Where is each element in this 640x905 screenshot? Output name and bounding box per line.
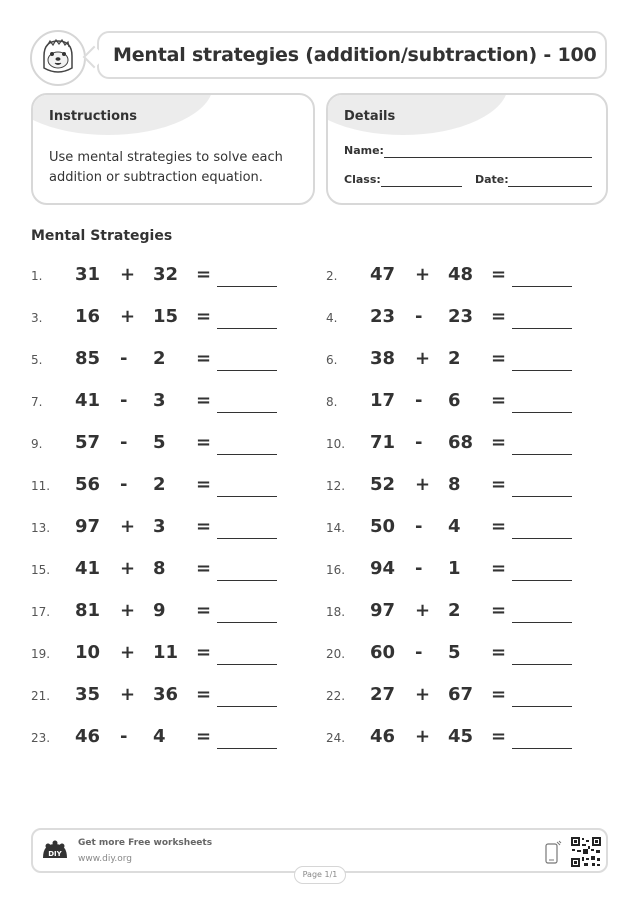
equals-sign: =	[196, 684, 212, 705]
answer-blank[interactable]	[512, 622, 572, 623]
problem-number: 10.	[326, 437, 346, 451]
operand-a: 57	[75, 432, 101, 453]
details-title: Details	[344, 109, 396, 124]
operand-a: 50	[370, 516, 396, 537]
operator: +	[415, 726, 431, 747]
problem-number: 20.	[326, 647, 346, 661]
footer-link[interactable]: www.diy.org	[78, 854, 132, 864]
answer-blank[interactable]	[512, 748, 572, 749]
problem-number: 4.	[326, 311, 338, 325]
operand-a: 17	[370, 390, 396, 411]
mascot-icon	[30, 30, 86, 86]
diy-logo-icon	[41, 840, 69, 868]
answer-blank[interactable]	[217, 328, 277, 329]
equals-sign: =	[491, 558, 507, 579]
operand-b: 9	[153, 600, 166, 621]
equals-sign: =	[491, 306, 507, 327]
answer-blank[interactable]	[217, 580, 277, 581]
problem-number: 19.	[31, 647, 51, 661]
equals-sign: =	[491, 264, 507, 285]
operand-b: 2	[153, 348, 166, 369]
operator: +	[120, 600, 136, 621]
operand-a: 85	[75, 348, 101, 369]
operand-b: 2	[153, 474, 166, 495]
operand-a: 41	[75, 558, 101, 579]
problem-number: 1.	[31, 269, 43, 283]
operator: +	[120, 264, 136, 285]
answer-blank[interactable]	[217, 748, 277, 749]
operator: -	[415, 516, 423, 537]
operator: +	[415, 348, 431, 369]
equals-sign: =	[491, 642, 507, 663]
operand-a: 81	[75, 600, 101, 621]
answer-blank[interactable]	[512, 706, 572, 707]
class-field[interactable]	[381, 186, 462, 187]
equals-sign: =	[196, 516, 212, 537]
operand-a: 56	[75, 474, 101, 495]
operand-b: 8	[153, 558, 166, 579]
operator: +	[120, 306, 136, 327]
equals-sign: =	[491, 348, 507, 369]
operand-a: 97	[75, 516, 101, 537]
answer-blank[interactable]	[512, 496, 572, 497]
operand-a: 27	[370, 684, 396, 705]
answer-blank[interactable]	[217, 496, 277, 497]
answer-blank[interactable]	[512, 454, 572, 455]
problem-number: 13.	[31, 521, 51, 535]
operand-a: 97	[370, 600, 396, 621]
answer-blank[interactable]	[512, 412, 572, 413]
answer-blank[interactable]	[217, 706, 277, 707]
answer-blank[interactable]	[217, 412, 277, 413]
answer-blank[interactable]	[512, 664, 572, 665]
problem-number: 2.	[326, 269, 338, 283]
problem-number: 12.	[326, 479, 346, 493]
equals-sign: =	[491, 390, 507, 411]
answer-blank[interactable]	[217, 538, 277, 539]
date-field[interactable]	[508, 186, 592, 187]
operand-a: 35	[75, 684, 101, 705]
equals-sign: =	[491, 600, 507, 621]
operator: -	[415, 558, 423, 579]
operand-b: 48	[448, 264, 474, 285]
operator: -	[415, 642, 423, 663]
page-number: Page 1/1	[294, 866, 346, 884]
page-title: Mental strategies (addition/subtraction) - 100	[113, 44, 597, 66]
qr-code-icon	[570, 836, 602, 872]
problem-number: 3.	[31, 311, 43, 325]
operand-b: 23	[448, 306, 474, 327]
operator: +	[415, 684, 431, 705]
answer-blank[interactable]	[217, 664, 277, 665]
equals-sign: =	[196, 348, 212, 369]
operand-b: 3	[153, 516, 166, 537]
equals-sign: =	[491, 474, 507, 495]
operand-b: 36	[153, 684, 179, 705]
answer-blank[interactable]	[217, 454, 277, 455]
operand-a: 31	[75, 264, 101, 285]
operand-b: 6	[448, 390, 461, 411]
operator: +	[415, 474, 431, 495]
operand-b: 4	[153, 726, 166, 747]
operator: -	[120, 432, 128, 453]
operator: +	[415, 600, 431, 621]
problem-number: 16.	[326, 563, 346, 577]
problem-number: 14.	[326, 521, 346, 535]
problem-number: 15.	[31, 563, 51, 577]
equals-sign: =	[196, 600, 212, 621]
instructions-title: Instructions	[49, 109, 138, 124]
equals-sign: =	[196, 726, 212, 747]
operand-b: 68	[448, 432, 474, 453]
equals-sign: =	[196, 474, 212, 495]
operator: +	[415, 264, 431, 285]
equals-sign: =	[196, 390, 212, 411]
problem-number: 17.	[31, 605, 51, 619]
operand-b: 11	[153, 642, 179, 663]
title-box	[97, 31, 607, 79]
equals-sign: =	[491, 516, 507, 537]
operand-a: 60	[370, 642, 396, 663]
details-panel	[326, 93, 608, 205]
footer-promo: Get more Free worksheets	[78, 838, 213, 848]
instructions-panel	[31, 93, 315, 205]
equals-sign: =	[491, 432, 507, 453]
operator: -	[415, 432, 423, 453]
logo-text: DIY	[48, 850, 62, 858]
operator: -	[415, 390, 423, 411]
equals-sign: =	[196, 642, 212, 663]
problem-number: 7.	[31, 395, 43, 409]
class-label: Class:	[344, 173, 381, 186]
operand-b: 4	[448, 516, 461, 537]
equals-sign: =	[196, 432, 212, 453]
problem-number: 24.	[326, 731, 346, 745]
answer-blank[interactable]	[217, 370, 277, 371]
answer-blank[interactable]	[512, 370, 572, 371]
equals-sign: =	[196, 306, 212, 327]
equals-sign: =	[491, 726, 507, 747]
date-label: Date:	[475, 173, 509, 186]
operand-a: 16	[75, 306, 101, 327]
answer-blank[interactable]	[512, 538, 572, 539]
operand-a: 23	[370, 306, 396, 327]
operand-a: 52	[370, 474, 396, 495]
operand-a: 41	[75, 390, 101, 411]
equals-sign: =	[491, 684, 507, 705]
answer-blank[interactable]	[512, 286, 572, 287]
section-title: Mental Strategies	[31, 228, 173, 244]
operand-b: 32	[153, 264, 179, 285]
operand-a: 94	[370, 558, 396, 579]
operator: -	[120, 348, 128, 369]
operator: +	[120, 642, 136, 663]
equals-sign: =	[196, 264, 212, 285]
operator: +	[120, 684, 136, 705]
operator: -	[415, 306, 423, 327]
operand-b: 5	[448, 642, 461, 663]
problem-number: 22.	[326, 689, 346, 703]
operand-b: 5	[153, 432, 166, 453]
instructions-text: Use mental strategies to solve each addition or subtraction equation.	[49, 150, 283, 185]
answer-blank[interactable]	[217, 286, 277, 287]
operand-a: 46	[75, 726, 101, 747]
operand-b: 15	[153, 306, 179, 327]
answer-blank[interactable]	[512, 580, 572, 581]
operand-b: 3	[153, 390, 166, 411]
phone-icon	[543, 840, 563, 870]
operator: -	[120, 390, 128, 411]
operand-b: 67	[448, 684, 474, 705]
operand-b: 1	[448, 558, 461, 579]
answer-blank[interactable]	[512, 328, 572, 329]
operator: -	[120, 726, 128, 747]
problem-number: 5.	[31, 353, 43, 367]
problem-number: 21.	[31, 689, 51, 703]
operand-b: 45	[448, 726, 474, 747]
name-label: Name:	[344, 144, 384, 157]
operand-b: 8	[448, 474, 461, 495]
operator: +	[120, 516, 136, 537]
operand-a: 46	[370, 726, 396, 747]
name-field[interactable]	[384, 157, 592, 158]
problem-number: 8.	[326, 395, 338, 409]
operand-b: 2	[448, 600, 461, 621]
operand-b: 2	[448, 348, 461, 369]
equals-sign: =	[196, 558, 212, 579]
answer-blank[interactable]	[217, 622, 277, 623]
operand-a: 71	[370, 432, 396, 453]
problem-number: 6.	[326, 353, 338, 367]
problem-number: 23.	[31, 731, 51, 745]
operand-a: 10	[75, 642, 101, 663]
operand-a: 38	[370, 348, 396, 369]
problem-number: 18.	[326, 605, 346, 619]
problem-number: 11.	[31, 479, 51, 493]
operator: +	[120, 558, 136, 579]
problem-number: 9.	[31, 437, 43, 451]
operator: -	[120, 474, 128, 495]
operand-a: 47	[370, 264, 396, 285]
